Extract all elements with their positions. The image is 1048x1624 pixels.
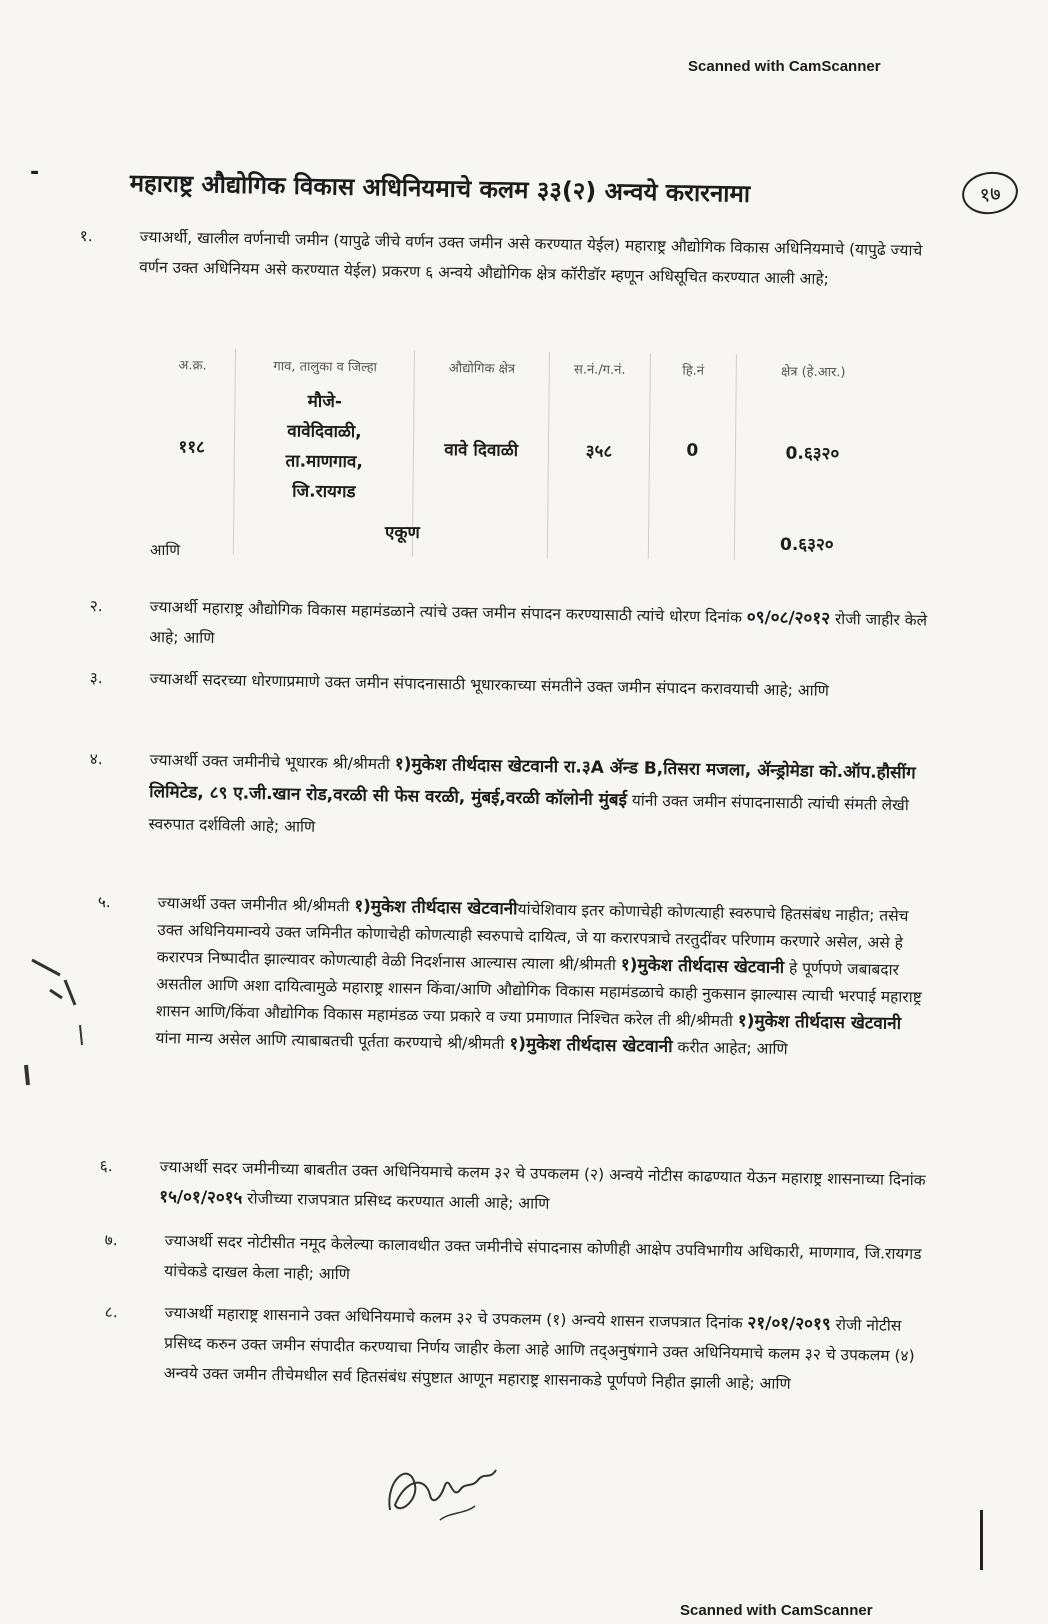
paragraph-number: ७. [104,1230,118,1250]
paragraph-text: यांना मान्य असेल आणि त्याबाबतची पूर्तता करण्याचे श्री/श्रीमती [155,1028,510,1054]
landholder-name: १)मुकेश तीर्थदास खेटवानी [620,955,785,978]
paragraph-number: १. [79,226,93,246]
paragraph-text: ज्याअर्थी महाराष्ट्र औद्योगिक विकास महामंडळाने त्यांचे उक्त जमीन संपादन करण्यासाठी त्यांचे धोरण दिनांक [149,597,748,627]
paragraph-3 [89,664,929,708]
cell-area: 0.६३२० [785,443,840,464]
paragraph-text: यांचेशिवाय इतर कोणाचेही कोणत्याही स्वरुपाचे हितसंबंध नाहीत; तसेच उक्त अधिनियमान्वये उक्त जमिनीत कोणाचेही कोणत्याही स्वरुपाचे दायित्व, जे या करारपत्राचे तरतुदींवर परिणाम करणारे असेल, असे हे करारपत्र निष्पादीत झाल्यावर कोणत्याही वेळी निदर्शनास आल्यास त्याला श्री/श्रीमती [156,900,909,975]
paragraph-7 [104,1226,935,1299]
header-industrial-area: औद्योगिक क्षेत्र [414,351,549,384]
paragraph-bold-date: ०९/०८/२०१२ [746,607,831,629]
margin-dash: - [30,160,40,185]
margin-marks [20,950,110,1100]
landholder-name: १)मुकेश तीर्थदास खेटवानी [509,1034,673,1058]
land-details-table [148,348,890,562]
paragraph-number: ४. [89,749,103,769]
village-line: जि.रायगड [292,481,356,503]
table-after-text: आणि [150,541,181,559]
table-total-label: एकूण [385,523,420,543]
paragraph-text: ज्याअर्थी सदर जमीनीच्या बाबतीत उक्त अधिनियमाचे कलम ३२ चे उपकलम (२) अन्वये नोटीस काढण्यात येऊन महाराष्ट्र शासनाच्या दिनांक [159,1157,926,1190]
scanner-watermark-top: Scanned with CamScanner [688,58,881,75]
paragraph-text: रोजीच्या राजपत्रात प्रसिध्द करण्यात आली आहे; आणि [242,1189,550,1213]
handwritten-signature [380,1440,520,1530]
cell-survey-no: ३५८ [548,384,650,515]
margin-rule [980,1510,983,1570]
paragraph-number: ३. [89,668,103,688]
paragraph-6 [99,1152,935,1226]
cell-hissa-no: 0 [649,385,736,516]
table-row [148,380,889,518]
header-area: क्षेत्र (हे.आर.) [780,364,846,381]
paragraph-number: ६. [99,1156,113,1176]
landholder-name-address: १)मुकेश तीर्थदास खेटवानी रा.३A ॲन्ड B,तिसरा मजला, ॲन्ड्रोमेडा को.ऑप.हौसींग लिमिटेड, ८९ ए.जी.खान रोड,वरळी सी फेस वरळी, मुंबई,वरळी कॉलोनी मुंबई [148,754,916,811]
table-total-value: 0.६३२० [780,535,834,555]
header-sr: अ.क्र. [150,348,236,381]
paragraph-2 [89,592,930,666]
cell-village [234,381,414,513]
paragraph-text: हे पूर्णपणे जबाबदार असतील आणि अशा दायित्वामुळे महाराष्ट्र शासन किंवा/आणि औद्योगिक विकास महामंडळाचे काही नुकसान झाल्यास त्याची भरपाई महाराष्ट्र शासन आणि/किंवा औद्योगिक विकास महामंडळ ज्या प्रकारे व ज्या प्रमाणात निश्चित करेल ती श्री/श्रीमती [155,958,922,1031]
header-hissa-no: हि.नं [650,353,736,386]
paragraph-4 [89,744,930,854]
paragraph-number: ८. [104,1302,118,1322]
landholder-name: १)मुकेश तीर्थदास खेटवानी [737,1011,902,1034]
table-total-row [148,510,888,562]
cell-sr: ११८ [148,380,235,511]
header-village: गाव, तालुका व जिल्हा [236,349,415,383]
paragraph-5 [97,890,933,1066]
village-line: वावेदिवाळी, [287,421,362,443]
paragraph-number: २. [89,596,103,616]
landholder-name: १)मुकेश तीर्थदास खेटवानी [354,896,518,920]
document-title: महाराष्ट्र औद्योगिक विकास अधिनियमाचे कलम ३३(२) अन्वये करारनामा [129,168,751,208]
header-survey-no: स.नं./ग.नं. [549,352,650,385]
village-line: ता.माणगाव, [285,451,363,473]
paragraph-1 [79,222,930,296]
paragraph-text: ज्याअर्थी महाराष्ट्र शासनाने उक्त अधिनियमाचे कलम ३२ चे उपकलम (१) अन्वये शासन राजपत्रात दिनांक [164,1303,748,1333]
paragraph-text: ज्याअर्थी उक्त जमीनीत श्री/श्रीमती [157,893,355,916]
paragraph-text: रोजी जाहीर केले आहे; आणि [149,609,928,648]
paragraph-text: ज्याअर्थी, खालील वर्णनाची जमीन (यापुढे जीचे वर्णन उक्त जमीन असे करण्यात येईल) महाराष्ट्र औद्योगिक विकास अधिनियमाचे (यापुढे ज्याचे वर्णन उक्त अधिनियम असे करण्यात येईल) प्रकरण ६ अन्वये औद्योगिक क्षेत्र कॉरीडॉर म्हणून अधिसूचित करण्यात आली आहे; [139,227,923,289]
paragraph-text: ज्याअर्थी सदर नोटीसीत नमूद केलेल्या कालावधीत उक्त जमीनीचे संपादनास कोणीही आक्षेप उपविभागीय अधिकारी, माणगाव, जि.रायगड यांचेकडे दाखल केला नाही; आणि [164,1231,922,1284]
paragraph-text: यांनी उक्त जमीन संपादनासाठी त्यांची संमती लेखी स्वरुपात दर्शविली आहे; आणि [148,791,909,836]
paragraph-text: ज्याअर्थी उक्त जमीनीचे भूधारक श्री/श्रीमती [149,750,395,774]
paragraph-number: ५. [97,892,111,912]
village-line: मौजे- [307,391,343,413]
paragraph-text: रोजी नोटीस प्रसिध्द करुन उक्त जमीन संपादीत करण्याचा निर्णय जाहीर केला आहे आणि तद्अनुषंगाने उक्त अधिनियमाचे कलम ३२ चे उपकलम (४) अन्वये उक्त जमीन तीचेमधील सर्व हितसंबंध संपुष्टात आणून महाराष्ट्र शासनाकडे पूर्णपणे निहीत झाली आहे; आणि [163,1315,915,1393]
cell-industrial-area: वावे दिवाळी [413,383,549,514]
paragraph-text: करीत आहेत; आणि [672,1038,788,1059]
paragraph-8 [104,1298,934,1401]
paragraph-text: ज्याअर्थी सदरच्या धोरणाप्रमाणे उक्त जमीन संपादनासाठी भूधारकाच्या संमतीने उक्त जमीन संपादन करावयाची आहे; आणि [149,669,830,700]
page-number: १७ [959,168,1020,217]
paragraph-bold-date: २१/०१/२०१९ [747,1313,831,1335]
paragraph-bold-date: १५/०१/२०१५ [159,1186,243,1209]
scanner-watermark-bottom: Scanned with CamScanner [680,1602,873,1619]
